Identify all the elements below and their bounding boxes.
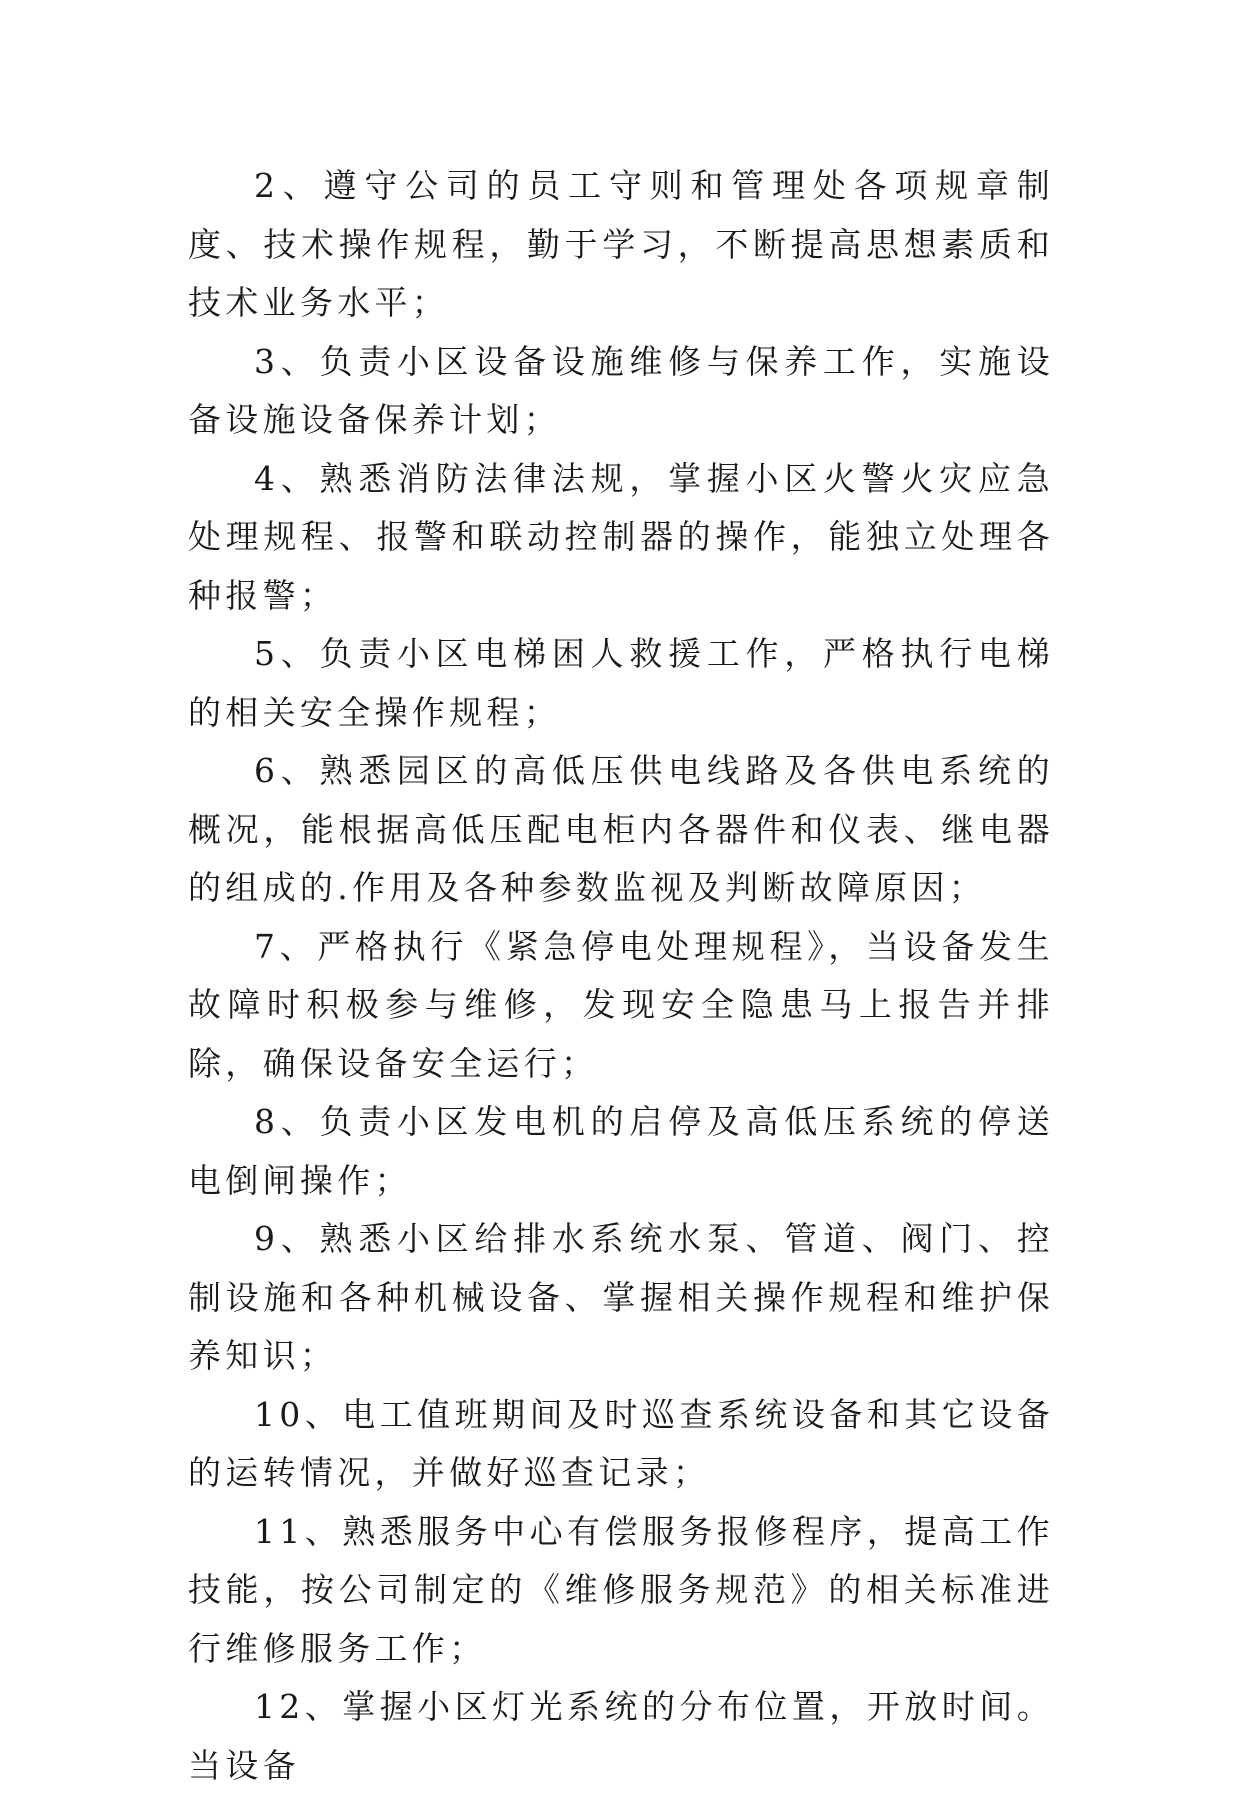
paragraph-item-7: 7、严格执行《紧急停电处理规程》，当设备发生故障时积极参与维修，发现安全隐患马上报告并排除，确保设备安全运行；: [188, 926, 1054, 1083]
paragraph-item-4: 4、熟悉消防法律法规，掌握小区火警火灾应急处理规程、报警和联动控制器的操作，能独立处理各种报警；: [188, 458, 1054, 615]
paragraph-item-12: 12、掌握小区灯光系统的分布位置，开放时间。当设备: [188, 1687, 1054, 1785]
paragraph-item-5: 5、负责小区电梯困人救援工作，严格执行电梯的相关安全操作规程；: [188, 634, 1054, 732]
paragraph-item-8: 8、负责小区发电机的启停及高低压系统的停送电倒闸操作；: [188, 1102, 1054, 1200]
document-body: [188, 157, 1054, 1795]
paragraph-item-6: 6、熟悉园区的高低压供电线路及各供电系统的概况，能根据高低压配电柜内各器件和仪表、继电器的组成的.作用及各种参数监视及判断故障原因；: [188, 751, 1054, 907]
paragraph-item-3: 3、负责小区设备设施维修与保养工作，实施设备设施设备保养计划；: [188, 341, 1054, 439]
paragraph-item-11: 11、熟悉服务中心有偿服务报修程序，提高工作技能，按公司制定的《维修服务规范》的相关标准进行维修服务工作；: [188, 1511, 1054, 1668]
paragraph-item-9: 9、熟悉小区给排水系统水泵、管道、阀门、控制设施和各种机械设备、掌握相关操作规程和维护保养知识；: [188, 1219, 1054, 1375]
paragraph-item-2: 2、遵守公司的员工守则和管理处各项规章制度、技术操作规程，勤于学习，不断提高思想素质和技术业务水平；: [188, 166, 1054, 322]
paragraph-item-10: 10、电工值班期间及时巡查系统设备和其它设备的运转情况，并做好巡查记录；: [188, 1394, 1054, 1492]
